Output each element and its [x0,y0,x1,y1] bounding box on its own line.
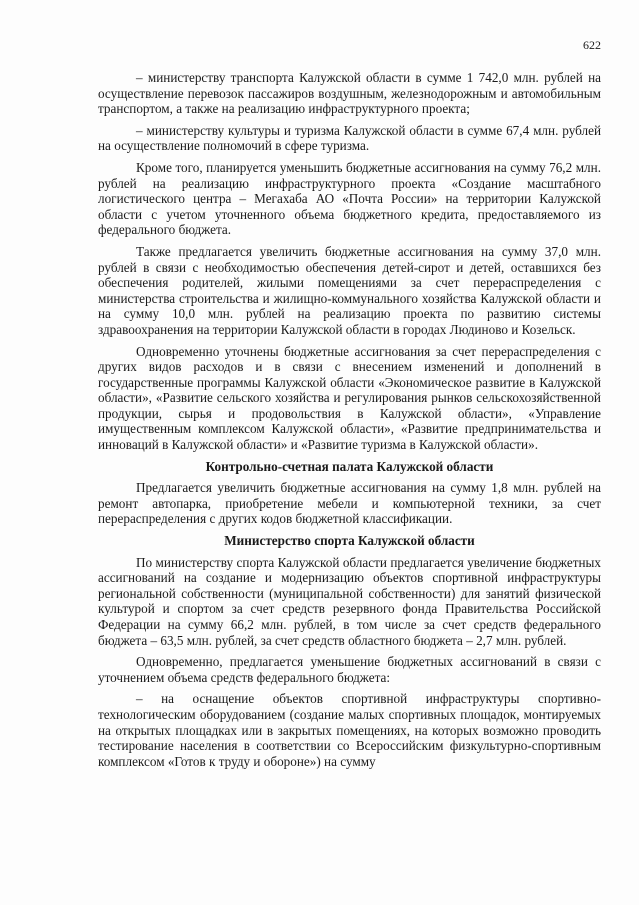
page-number: 622 [583,38,601,52]
paragraph-increase: Также предлагается увеличить бюджетные ассигнования на сумму 37,0 млн. рублей в связи с необходимостью обеспечения детей-сирот и детей, оставшихся без обеспечения родителей, жилыми помещениями за счет перераспределения с министерства строительства и жилищно-коммунального хозяйства Калужской области и на сумму 10,0 млн. рублей на реализацию проекта по развитию системы здравоохранения на территории Калужской области в городах Людиново и Козельск. [98,243,601,337]
paragraph-transport: – министерству транспорта Калужской области в сумме 1 742,0 млн. рублей на осуществление перевозок пассажиров воздушным, железнодорожным и автомобильным транспортом, а также на реализацию инфраструктурного проекта; [98,70,601,117]
paragraph-sport-equipment: – на оснащение объектов спортивной инфраструктуры спортивно-технологическим оборудованием (создание малых спортивных площадок, монтируемых на открытых площадках или в закрытых помещениях, на которых возможно проводить тестирование населения в соответствии со Всероссийским физкультурно-спортивным комплексом «Готов к труду и обороне») на сумму [98,691,601,769]
paragraph-clarified: Одновременно уточнены бюджетные ассигнования за счет перераспределения с других видов расходов и в связи с внесением изменений и дополнений в государственные программы Калужской области «Экономическое развитие в Калужской области», «Развитие сельского хозяйства и регулирования рынков сельскохозяйственной продукции, сырья и продовольствия в Калужской области», «Управление имущественным комплексом Калужской области», «Развитие предпринимательства и инноваций в Калужской области» и «Развитие туризма в Калужской области». [98,343,601,453]
paragraph-audit-chamber: Предлагается увеличить бюджетные ассигнования на сумму 1,8 млн. рублей на ремонт автопарка, приобретение мебели и компьютерной техники, за счет перераспределения с других кодов бюджетной классификации. [98,480,601,527]
paragraph-reduction: Кроме того, планируется уменьшить бюджетные ассигнования на сумму 76,2 млн. рублей на реализацию инфраструктурного проекта «Создание масштабного логистического центра – Мегахаба АО «Почта России» на территории Калужской области с учетом уточненного объема бюджетного кредита, предоставляемого из федерального бюджета. [98,159,601,238]
paragraph-sport-reduction: Одновременно, предлагается уменьшение бюджетных ассигнований в связи с уточнением объема средств федерального бюджета: [98,654,601,685]
heading-audit-chamber: Контрольно-счетная палата Калужской области [205,458,494,474]
document-body [98,70,601,775]
paragraph-culture: – министерству культуры и туризма Калужской области в сумме 67,4 млн. рублей на осуществление полномочий в сфере туризма. [98,122,601,154]
paragraph-sport-increase: По министерству спорта Калужской области предлагается увеличение бюджетных ассигнований на создание и модернизацию объектов спортивной инфраструктуры региональной собственности (муниципальной собственности) для занятий физической культурой и спортом за счет средств резервного фонда Правительства Российской Федерации на сумму 66,2 млн. рублей, в том числе за счет средств федерального бюджета – 63,5 млн. рублей, за счет средств областного бюджета – 2,7 млн. рублей. [98,554,601,648]
heading-sport-ministry: Министерство спорта Калужской области [224,533,475,549]
